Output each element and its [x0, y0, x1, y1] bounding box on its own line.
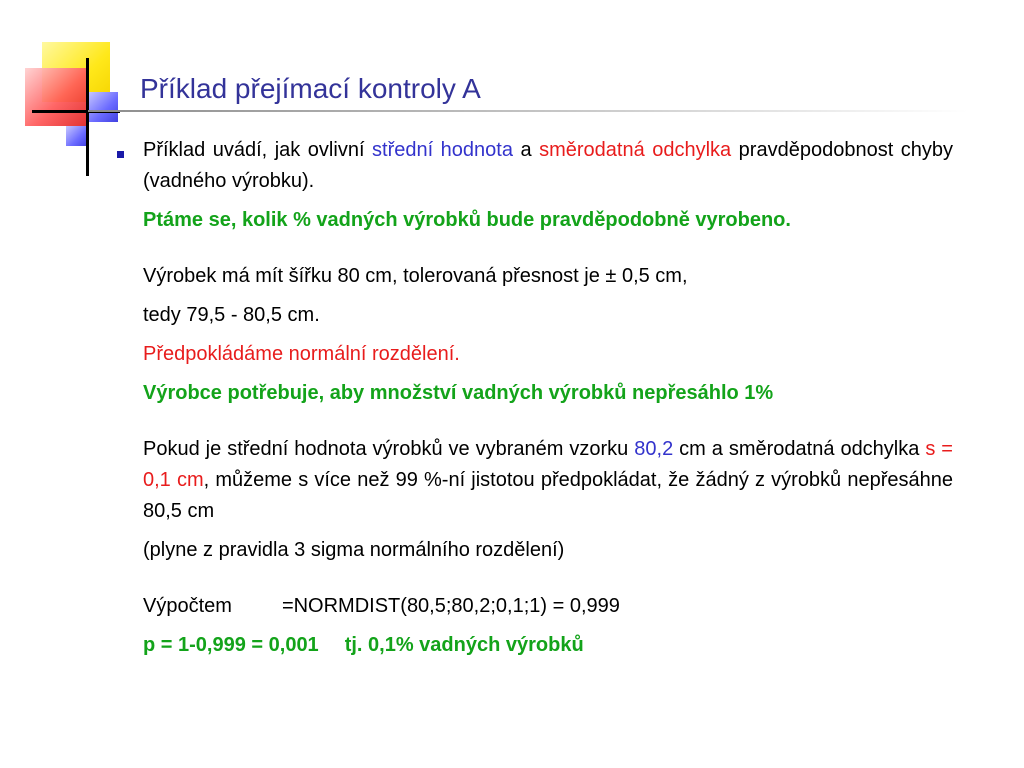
calc-formula: =NORMDIST(80,5;80,2;0,1;1) = 0,999 [281, 595, 620, 617]
intro-text-a: Příklad uvádí, jak ovlivní [143, 139, 373, 161]
spec-line-1: Výrobek má mít šířku 80 cm, tolerovaná přesnost je ± 0,5 cm, [143, 265, 688, 287]
sample-paragraph [143, 434, 953, 527]
sample-text-c: , můžeme s více než 99 %-ní jistotou předpokládat, že žádný z výrobků nepřesáhne 80,5 cm [143, 469, 953, 522]
intro-text-b: a [512, 139, 540, 161]
bullet-square-icon [117, 151, 124, 158]
assumption-line: Předpokládáme normální rozdělení. [143, 343, 460, 365]
logo-blue-square [88, 92, 118, 122]
intro-text-c: pravděpodobnost chyby (vadného výrobku). [143, 139, 953, 192]
question-line: Ptáme se, kolik % vadných výrobků bude pravděpodobně vyrobeno. [143, 209, 791, 231]
rule-note: (plyne z pravidla 3 sigma normálního rozdělení) [143, 539, 565, 561]
sample-s-value: s = 0,1 cm [143, 438, 953, 491]
slide-logo-decoration [0, 0, 130, 190]
sample-text-a: Pokud je střední hodnota výrobků ve vybraném vzorku [143, 438, 635, 460]
requirement-line: Výrobce potřebuje, aby množství vadných výrobků nepřesáhlo 1% [143, 382, 774, 404]
slide-body [143, 135, 953, 661]
result-tj: tj. 0,1% vadných výrobků [344, 634, 584, 656]
title-divider [88, 110, 968, 112]
result-line [143, 630, 953, 661]
calc-line [143, 591, 953, 622]
mean-term: střední hodnota [372, 139, 513, 161]
stddev-term: směrodatná odchylka [539, 139, 732, 161]
logo-vertical-line [86, 58, 89, 176]
sample-text-b: cm a směrodatná odchylka [673, 438, 926, 460]
result-p: p = 1-0,999 = 0,001 [143, 634, 319, 656]
logo-small-blue-square [66, 126, 88, 146]
logo-red-square [25, 68, 87, 126]
intro-paragraph [143, 135, 953, 197]
calc-label: Výpočtem [143, 595, 232, 617]
spec-line-2: tedy 79,5 - 80,5 cm. [143, 304, 320, 326]
slide-title: Příklad přejímací kontroly A [140, 72, 481, 104]
sample-mean-value: 80,2 [634, 438, 674, 460]
